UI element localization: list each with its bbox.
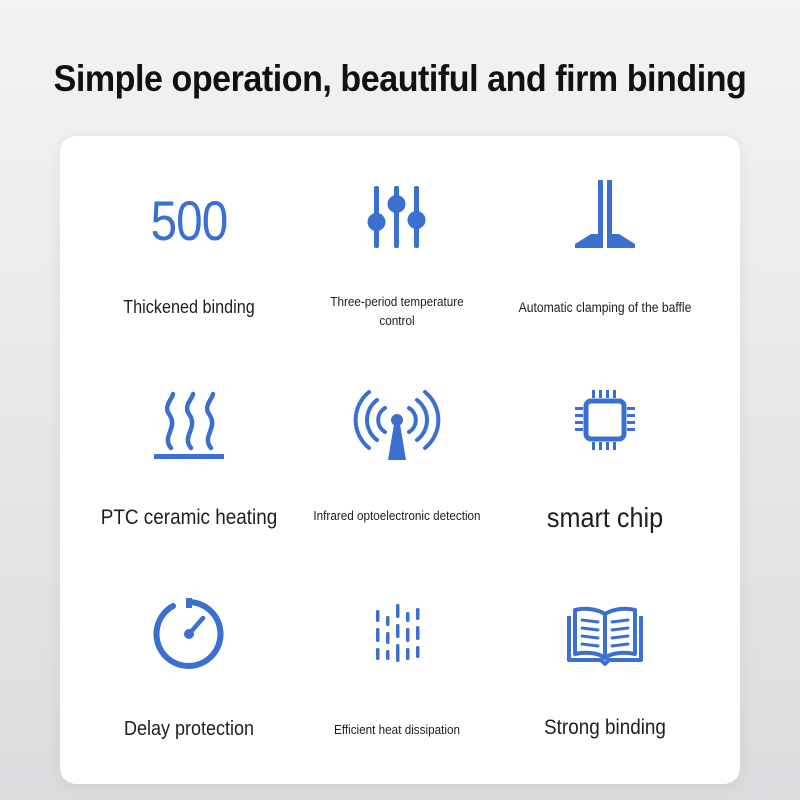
baffle-clamp-icon xyxy=(555,176,655,266)
number-500-icon: 500 xyxy=(150,189,228,252)
feature-label: Delay protection xyxy=(123,718,255,740)
feature-label: Efficient heat dissipation xyxy=(334,722,460,737)
feature-card xyxy=(60,136,740,784)
feature-label: smart chip xyxy=(546,502,664,533)
gauge-icon xyxy=(139,594,239,684)
heat-waves-icon xyxy=(139,384,239,474)
feature-label: Infrared optoelectronic detection xyxy=(313,508,481,523)
feature-label: Strong binding xyxy=(544,716,666,739)
heat-dissipation-icon xyxy=(347,594,447,684)
feature-label: Automatic clamping of the baffle xyxy=(518,300,692,315)
chip-icon xyxy=(555,384,655,474)
feature-label: Thickened binding xyxy=(123,297,255,317)
feature-label: PTC ceramic heating xyxy=(100,506,278,529)
antenna-signal-icon xyxy=(347,384,447,474)
feature-temperature-control xyxy=(284,176,510,346)
feature-infrared-detection xyxy=(284,384,510,554)
feature-thickened-binding xyxy=(76,176,302,346)
feature-ptc-heating xyxy=(76,384,302,554)
feature-smart-chip xyxy=(492,384,718,554)
feature-strong-binding xyxy=(492,594,718,764)
feature-delay-protection xyxy=(76,594,302,764)
feature-label: Three-period temperature control xyxy=(330,294,464,328)
page-title: Simple operation, beautiful and firm binding xyxy=(53,58,747,99)
sliders-icon xyxy=(347,176,447,266)
feature-heat-dissipation xyxy=(284,594,510,764)
feature-baffle-clamp xyxy=(492,176,718,346)
open-book-icon xyxy=(555,594,655,684)
